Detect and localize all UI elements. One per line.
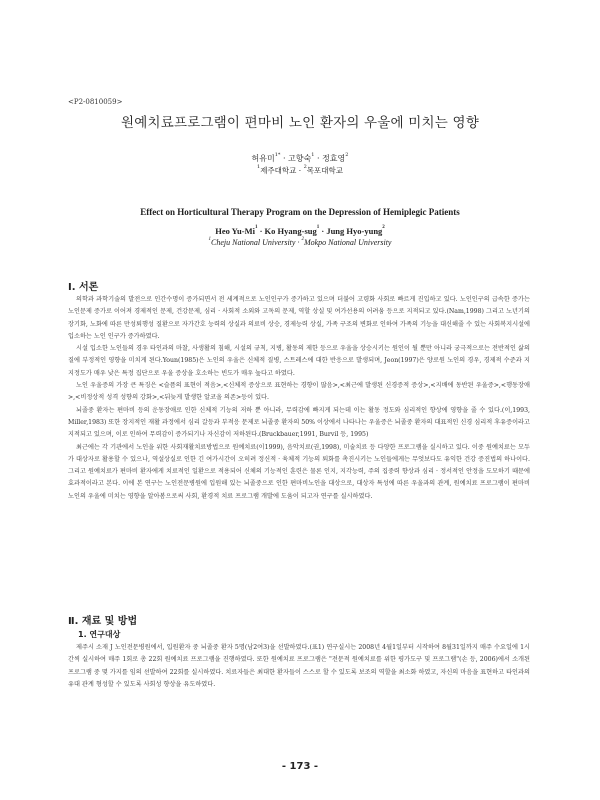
intro-paragraph-4: 뇌졸중 환자는 편마비 등의 운동장애로 인한 신체적 기능의 저하 뿐 아니라, 무력감에 빠지게 되는데 이는 활동 정도와 심리적인 향상에 영향을 줄 수 있다.(이,1993, Miller,1983) 또한 장지적인 재활 과정에서 심리 갈등과 부적응 문제로 뇌졸중 환자의 50% 이상에서 나타나는 우울증은 뇌졸중 환자의 대표적인 신경 심리적 후유증이라고 지적되고 있으며, 이로 인하여 무력감이 증가되기나 자신감이 저하된다.(Bruckbauer,1991, Burvil 등, 1995) <box>68 406 531 439</box>
affiliation-korean <box>0 165 600 176</box>
author-1-english: Heo Yu-Mi <box>215 226 255 236</box>
affil-en-2-mark: 2 <box>301 237 304 242</box>
subsection-heading-subjects: 1. 연구대상 <box>78 630 121 639</box>
author-1-en-superscript: 1 <box>254 225 258 230</box>
affil-en-1-mark: 1 <box>208 237 211 242</box>
author-3-en-superscript: 2 <box>382 225 385 230</box>
intro-paragraph-5: 최근에는 각 기관에서 노인을 위한 사회재활치료방법으로 원예치료(이1999), 음악치료(권,1998), 미술치료 등 다양한 프로그램을 실시하고 있다. 이중 원예치료는 모두가 대상자로 활용할 수 있으나, 역설상실로 인한 긴 여가시간이 오히려 정신적 · 육체적 기능의 퇴화를 촉진시키는 노인들에게는 무엇보다도 유익한 건강 증진법의 하나이다. 그리고 원예치료가 편마비 환자에게 치료적인 일환으로 적용되어 신체의 기능적인 훈련은 물론 인지, 지각능력, 주의 집중력 향상과 심리 · 정서적인 안정을 도모하기 때문에 효과적이라고 본다. 이에 본 연구는 노인전문병원에 입원해 있는 뇌졸중으로 인한 편마비노인을 대상으로, 대상자 특성에 따른 우울과의 관계, 원예치료 프로그램이 편마비 노인의 우울에 미치는 영향을 알아봄으로써 사회, 환경적 치료 프로그램 개발에 도움이 되고자 연구를 실시하였다. <box>68 443 530 500</box>
author-1-superscript: 1* <box>274 152 281 158</box>
author-2-english: · Ko Hyang-sug <box>257 226 317 236</box>
author-3-korean: · 정효영 <box>314 154 346 163</box>
author-3-superscript: 2 <box>345 152 349 158</box>
author-1-korean: 허유미 <box>251 154 275 163</box>
paper-code: <P2-0810059> <box>68 98 123 106</box>
affil-ko-2: 목포대학교 <box>306 166 343 175</box>
page-number: - 173 - <box>281 761 319 772</box>
author-3-english: · Jung Hyo-yung <box>319 226 383 236</box>
affil-ko-1: 제주대학교 <box>260 166 297 175</box>
section-heading-introduction: Ⅰ. 서론 <box>68 282 99 293</box>
authors-korean <box>0 153 600 164</box>
intro-paragraph-3: 노인 우울증의 가장 큰 특징은 <슬픔의 표현이 적음>,<신체적 증상으로 표현하는 경향이 많음>,<최근에 발생된 신경증적 증상>,<지배에 동반된 우울증>,<행동장애>,<비정상적 성격 성향의 강화>,<뒤늦게 발생한 알코올 의존>등이 있다. <box>68 382 530 402</box>
author-2-korean: · 고향숙 <box>280 154 312 163</box>
introduction-body <box>68 294 530 503</box>
affil-ko-sep: · <box>296 166 304 175</box>
paper-title-english: Effect on Horticultural Therapy Program on the Depression of Hemiplegic Patients <box>140 207 460 217</box>
affiliation-english <box>0 238 600 247</box>
authors-english <box>0 226 600 236</box>
paper-title-korean: 원예치료프로그램이 편마비 노인 환자의 우울에 미치는 영향 <box>121 115 479 131</box>
affil-en-2: Mokpo National University <box>303 238 392 247</box>
intro-paragraph-2: 시설 입소한 노인들의 경우 타인과의 마찰, 사생활의 침해, 시설의 규칙, 지병, 활동의 제한 등으로 우울을 상승시키는 원인이 될 뿐만 아니라 궁극적으로는 전반적인 삶의 질에 부정적인 영향을 미치게 된다.Youn(1985)은 노인의 우울은 신체적 질병, 스트레스에 대한 반응으로 발생되며, Jeon(1997)은 양로원 노인의 경우, 경제적 수준과 지지정도가 매우 낮은 특정 집단으로 우울 증상을 호소하는 빈도가 매우 높다고 하였다. <box>68 345 530 377</box>
intro-paragraph-1: 의학과 과학기술의 발전으로 인간수명이 증가되면서 전 세계적으로 노인인구가 증가하고 있으며 더불어 고령화 사회로 빠르게 진입하고 있다. 노인인구의 급속한 증가는 노인문제 증가로 이어져 경제적인 문제, 건강문제, 심리 · 사회적 소외와 고독의 문제, 역할 상실 및 여가선용의 어려움 등으로 지적되고 있다.(Nam,1998) 그리고 노년기의 장기화, 노화에 따른 만성퇴행성 질환으로 자가간호 능력의 상실과 의료비 상승, 경제능력 상실, 가족 구조의 변화로 인하여 가족의 기능을 대신해줄 수 있는 사회복지시설에 입소하는 노인 인구가 증가하였다. <box>68 296 530 340</box>
affil-ko-1-mark: 1 <box>257 164 261 170</box>
affil-ko-2-mark: 2 <box>303 164 307 170</box>
methods-paragraph-1: 제주시 소재 J 노인전문병원에서, 입원환자 중 뇌졸중 환자 5명(남2여3)을 선발하였다.(표1) 연구실시는 2008년 4월1일부터 시작하여 8월31일까지 매주 수요일에 1시간씩 실시하여 매주 1회로 총 22회 원예치료 프로그램을 진행하였다. 또한 원예치료 프로그램은 "전문적 원예치료를 위한 평가도구 및 프로그램"(손 등, 2006)에서 소개된 프로그램 중 몇 가지를 임의 선발하여 22회를 실시하였다. 치료자들은 최대한 환자들이 스스로 할 수 있도록 보조의 역할을 최소화 하였고, 자신의 마음을 표현하고 타인과의 유대 관계 형성할 수 있도록 사회성 향상을 유도하였다. <box>68 644 530 688</box>
section-heading-methods: Ⅱ. 재료 및 방법 <box>68 616 138 627</box>
methods-body <box>68 642 530 691</box>
affil-en-1: Cheju National University <box>211 238 296 247</box>
author-2-superscript: 1 <box>311 152 315 158</box>
affil-en-sep: · <box>295 238 302 247</box>
author-2-en-superscript: 1 <box>316 225 320 230</box>
